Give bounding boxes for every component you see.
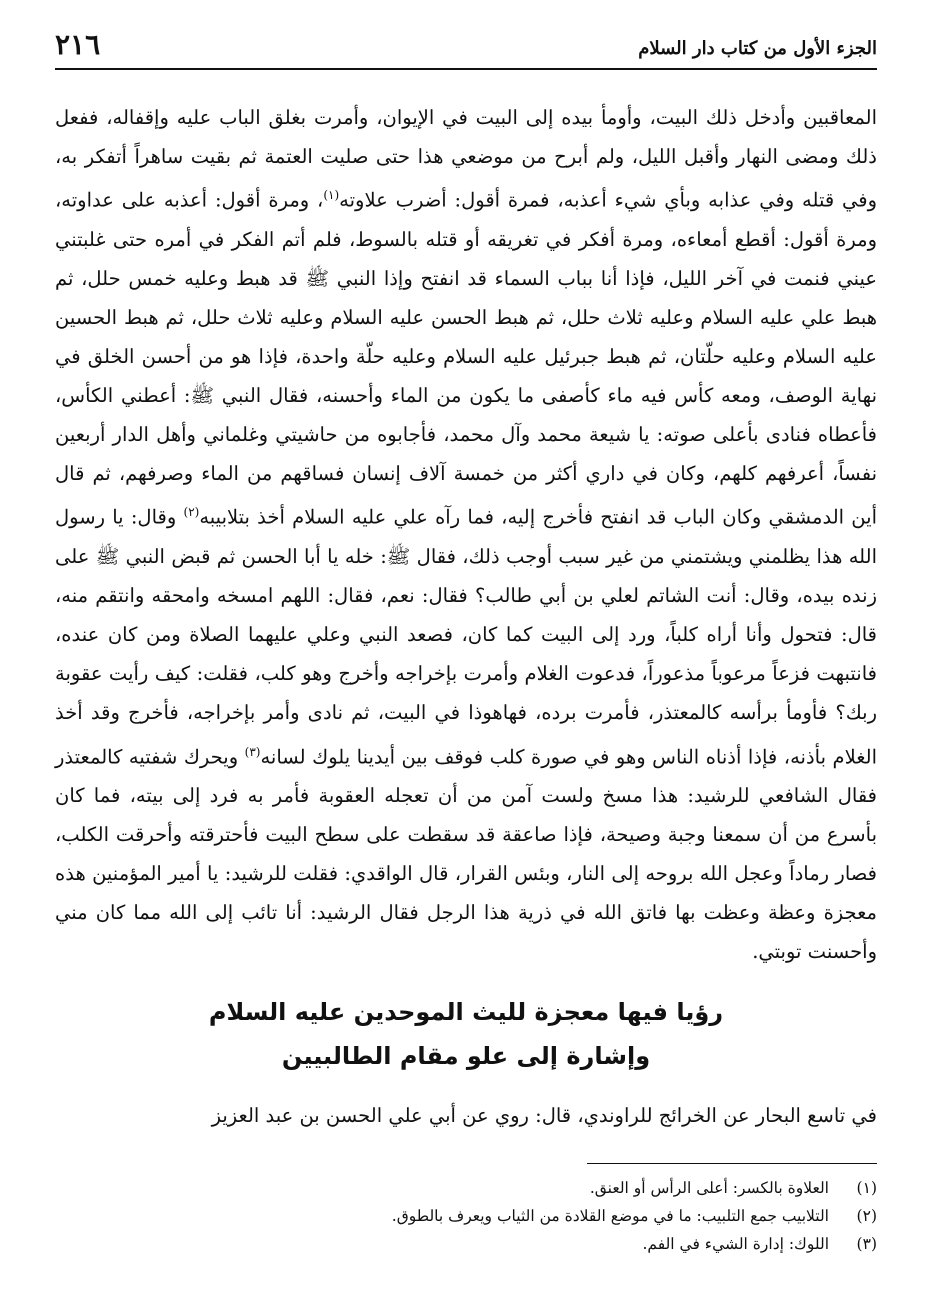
footnote-text: التلابيب جمع التلبيب: ما في موضع القلادة من الثياب ويعرف بالطوق. [391,1206,829,1225]
paragraph-text: ، ومرة أقول: أعذبه على عداوته، ومرة أقول: أقطع أمعاءه، ومرة أفكر في تغريقه أو قتله بالسوط، فلم أتم الفكر في أمره حتى غلبتني عيني فنمت في آخر الليل، فإذا أنا بباب السماء قد انفتح وإذا النبي ﷺ قد هبط وعليه خمس حلل، ثم هبط علي عليه السلام وعليه ثلاث حلل، ثم هبط الحسن عليه السلام وعليه ثلاث حلل، ثم هبط الحسين عليه السلام وعليه حلّتان، ثم هبط جبرئيل عليه السلام وعليه حلّة واحدة، فإذا هو من أحسن الخلق في نهاية الوصف، ومعه كأس فيه ماء كأصفى ما يكون من الماء وأحسنه، فقال النبي ﷺ: أعطني الكأس، فأعطاه فنادى بأعلى صوته: يا شيعة محمد وآل محمد، فأجابوه من حاشيتي وغلماني وأهل الدار أربعين نفساً، أعرفهم كلهم، وكان في داري أكثر من خمسة آلاف إنسان فساقهم من الماء وصرفهم، ثم قال أين الدمشقي وكان الباب قد انفتح فأخرج إليه، فما رآه علي عليه السلام أخذ بتلابيبه [55,188,877,529]
footnote-reference: (١) [323,188,340,203]
footnotes [55,1174,877,1258]
paragraph-text: وقال: يا رسول الله هذا يظلمني ويشتمني من غير سبب أوجب ذلك، فقال ﷺ: خله يا أبا الحسن ثم قبض النبي ﷺ على زنده بيده، وقال: أنت الشاتم لعلي بن أبي طالب؟ فقال: نعم، فقال: اللهم امسخه وامحقه وانتقم منه، قال: فتحول وأنا أراه كلباً، ورد إلى البيت كما كان، فصعد النبي وعلي عليهما الصلاة ومن كان عنده، فانتبهت فزعاً مرعوباً مذعوراً، فدعوت الغلام وأمرت بإخراجه وأخرج وهو كلب، فقلت: كيف رأيت عقوبة ربك؟ فأومأ برأسه كالمعتذر، فأمرت برده، فهاهوذا في البيت، ثم نادى وأمر بإخراجه، فأخرج وقد أخذ الغلام بأذنه، فإذا أذناه الناس وهو في صورة كلب فوقف بين أيدينا يلوك لسانه [55,505,877,768]
paragraph-text: المعاقبين وأدخل ذلك البيت، وأومأ بيده إلى البيت في الإيوان، وأمرت بغلق الباب عليه وإقفاله، ففعل ذلك ومضى النهار وأقبل الليل، ولم أبرح من موضعي هذا حتى صليت العتمة ثم بقيت ساهراً أتفكر به، وفي قتله وفي عذابه وبأي شيء أعذبه، فمرة أقول: أضرب علاوته [55,106,878,212]
paragraph-text: ويحرك شفتيه كالمعتذر فقال الشافعي للرشيد: هذا مسخ ولست آمن من أن تعجله العقوبة فأمر به فرد إلى بيته، فما كان بأسرع من أن سمعنا وجبة وصيحة، فإذا صاعقة قد سقطت على سطح البيت فأحترقته وأحرقت الكلب، فصار رماداً وعجل الله بروحه إلى النار، وبئس القرار، قال الواقدي: فقلت للرشيد: يا أمير المؤمنين هذه معجزة وعظة وعظت بها فاتق الله في ذرية هذا الرجل فقال الرشيد: أنا تائب إلى الله مما كان مني وأحسنت توبتي. [55,745,877,964]
footnote-reference: (٣) [244,744,261,759]
footnote [55,1174,877,1202]
running-title: الجزء الأول من كتاب دار السلام [638,38,877,59]
footnote-text: العلاوة بالكسر: أعلى الرأس أو العنق. [589,1178,829,1197]
page-header [55,28,877,70]
main-text [55,98,877,972]
footnote-reference: (٢) [183,505,200,520]
footnote-number: (١) [856,1178,877,1197]
footnote-number: (٣) [856,1234,877,1253]
page-number: ٢١٦ [55,28,101,61]
footnote [55,1202,877,1230]
book-page [55,28,877,1258]
section-subheading: وإشارة إلى علو مقام الطالبيين [281,1041,651,1070]
footnote-text: اللوك: إدارة الشيء في الفم. [642,1234,829,1253]
footnote [55,1230,877,1258]
section-heading: رؤيا فيها معجزة لليث الموحدين عليه السلام [208,997,724,1026]
footnote-number: (٢) [856,1206,877,1225]
paragraph [55,98,877,972]
footnote-divider [587,1163,877,1164]
section-intro: في تاسع البحار عن الخرائج للراوندي، قال: روي عن أبي علي الحسن بن عبد العزيز [211,1103,877,1127]
